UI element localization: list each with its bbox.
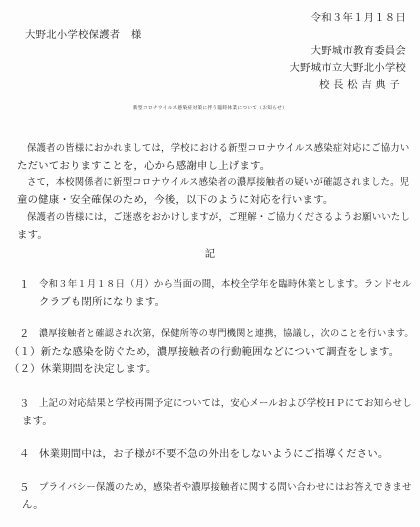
sender-board-of-education: 大野城市教育委員会 [310, 45, 406, 57]
intro-line-1: 保護者の皆様におかれましては，学校における新型コロナウイルス感染症対応にご協力い [27, 143, 410, 154]
item-2-number: ２ [19, 328, 30, 340]
intro-line-6: ます。 [17, 229, 48, 241]
intro-line-3: さて，本校関係者に新型コロナウイルス感染者の濃厚接触者の疑いが確認されました。児 [27, 177, 410, 188]
intro-line-2: ただいておりますことを，心から感謝申し上げます。 [17, 160, 271, 172]
item-1-line-1: 令和３年１月１８日（月）から当面の間，本校全学年を臨時休業とします。ランドセル [39, 279, 412, 290]
item-2-sub-1: （１）新たな感染を防ぐため，濃厚接触者の行動範囲などについて調査をします。 [9, 346, 400, 358]
sender-school: 大野城市立大野北小学校 [289, 62, 406, 74]
intro-line-4: 童の健康・安全確保のため，今後，以下のように対応を行います。 [17, 194, 334, 206]
item-4-line-1: 休業期間中は，お子様が不要不急の外出をしないようにご指導ください。 [39, 448, 389, 460]
item-5-number: ５ [19, 482, 30, 494]
item-3-line-1: 上記の対応結果と学校再開予定については，安心メールおよび学校ＨＰにてお知らせし [39, 398, 412, 409]
item-1-line-2: クラブも閉所になります。 [39, 296, 166, 308]
document-title: 新型コロナウイルス感染症対策に伴う臨時休業について（お知らせ） [132, 106, 288, 111]
item-3-number: ３ [19, 398, 30, 410]
item-1-number: １ [19, 279, 30, 291]
item-5-line-2: ん。 [22, 499, 44, 511]
item-4-number: ４ [19, 448, 30, 460]
item-2-line-1: 濃厚接触者と確認され次第，保健所等の専門機関と連携，協議し，次のことを行います。 [39, 328, 414, 339]
addressee: 大野北小学校保護者 様 [25, 29, 142, 41]
intro-line-5: 保護者の皆様には，ご迷惑をおかけしますが，ご理解・ご協力くださるようお願いいたし [27, 212, 411, 223]
item-2-sub-2: （２）休業期間を決定します。 [9, 363, 157, 375]
item-5-line-1: プライバシー保護のため，感染者や濃厚接触者に関する問い合わせにはお答えできませ [39, 482, 412, 493]
item-3-line-2: ます。 [22, 415, 53, 427]
document-date: 令和３年１月１８日 [310, 12, 406, 24]
sender-principal: 校 長 松 吉 典 子 [318, 79, 400, 91]
ki-heading: 記 [204, 248, 216, 260]
